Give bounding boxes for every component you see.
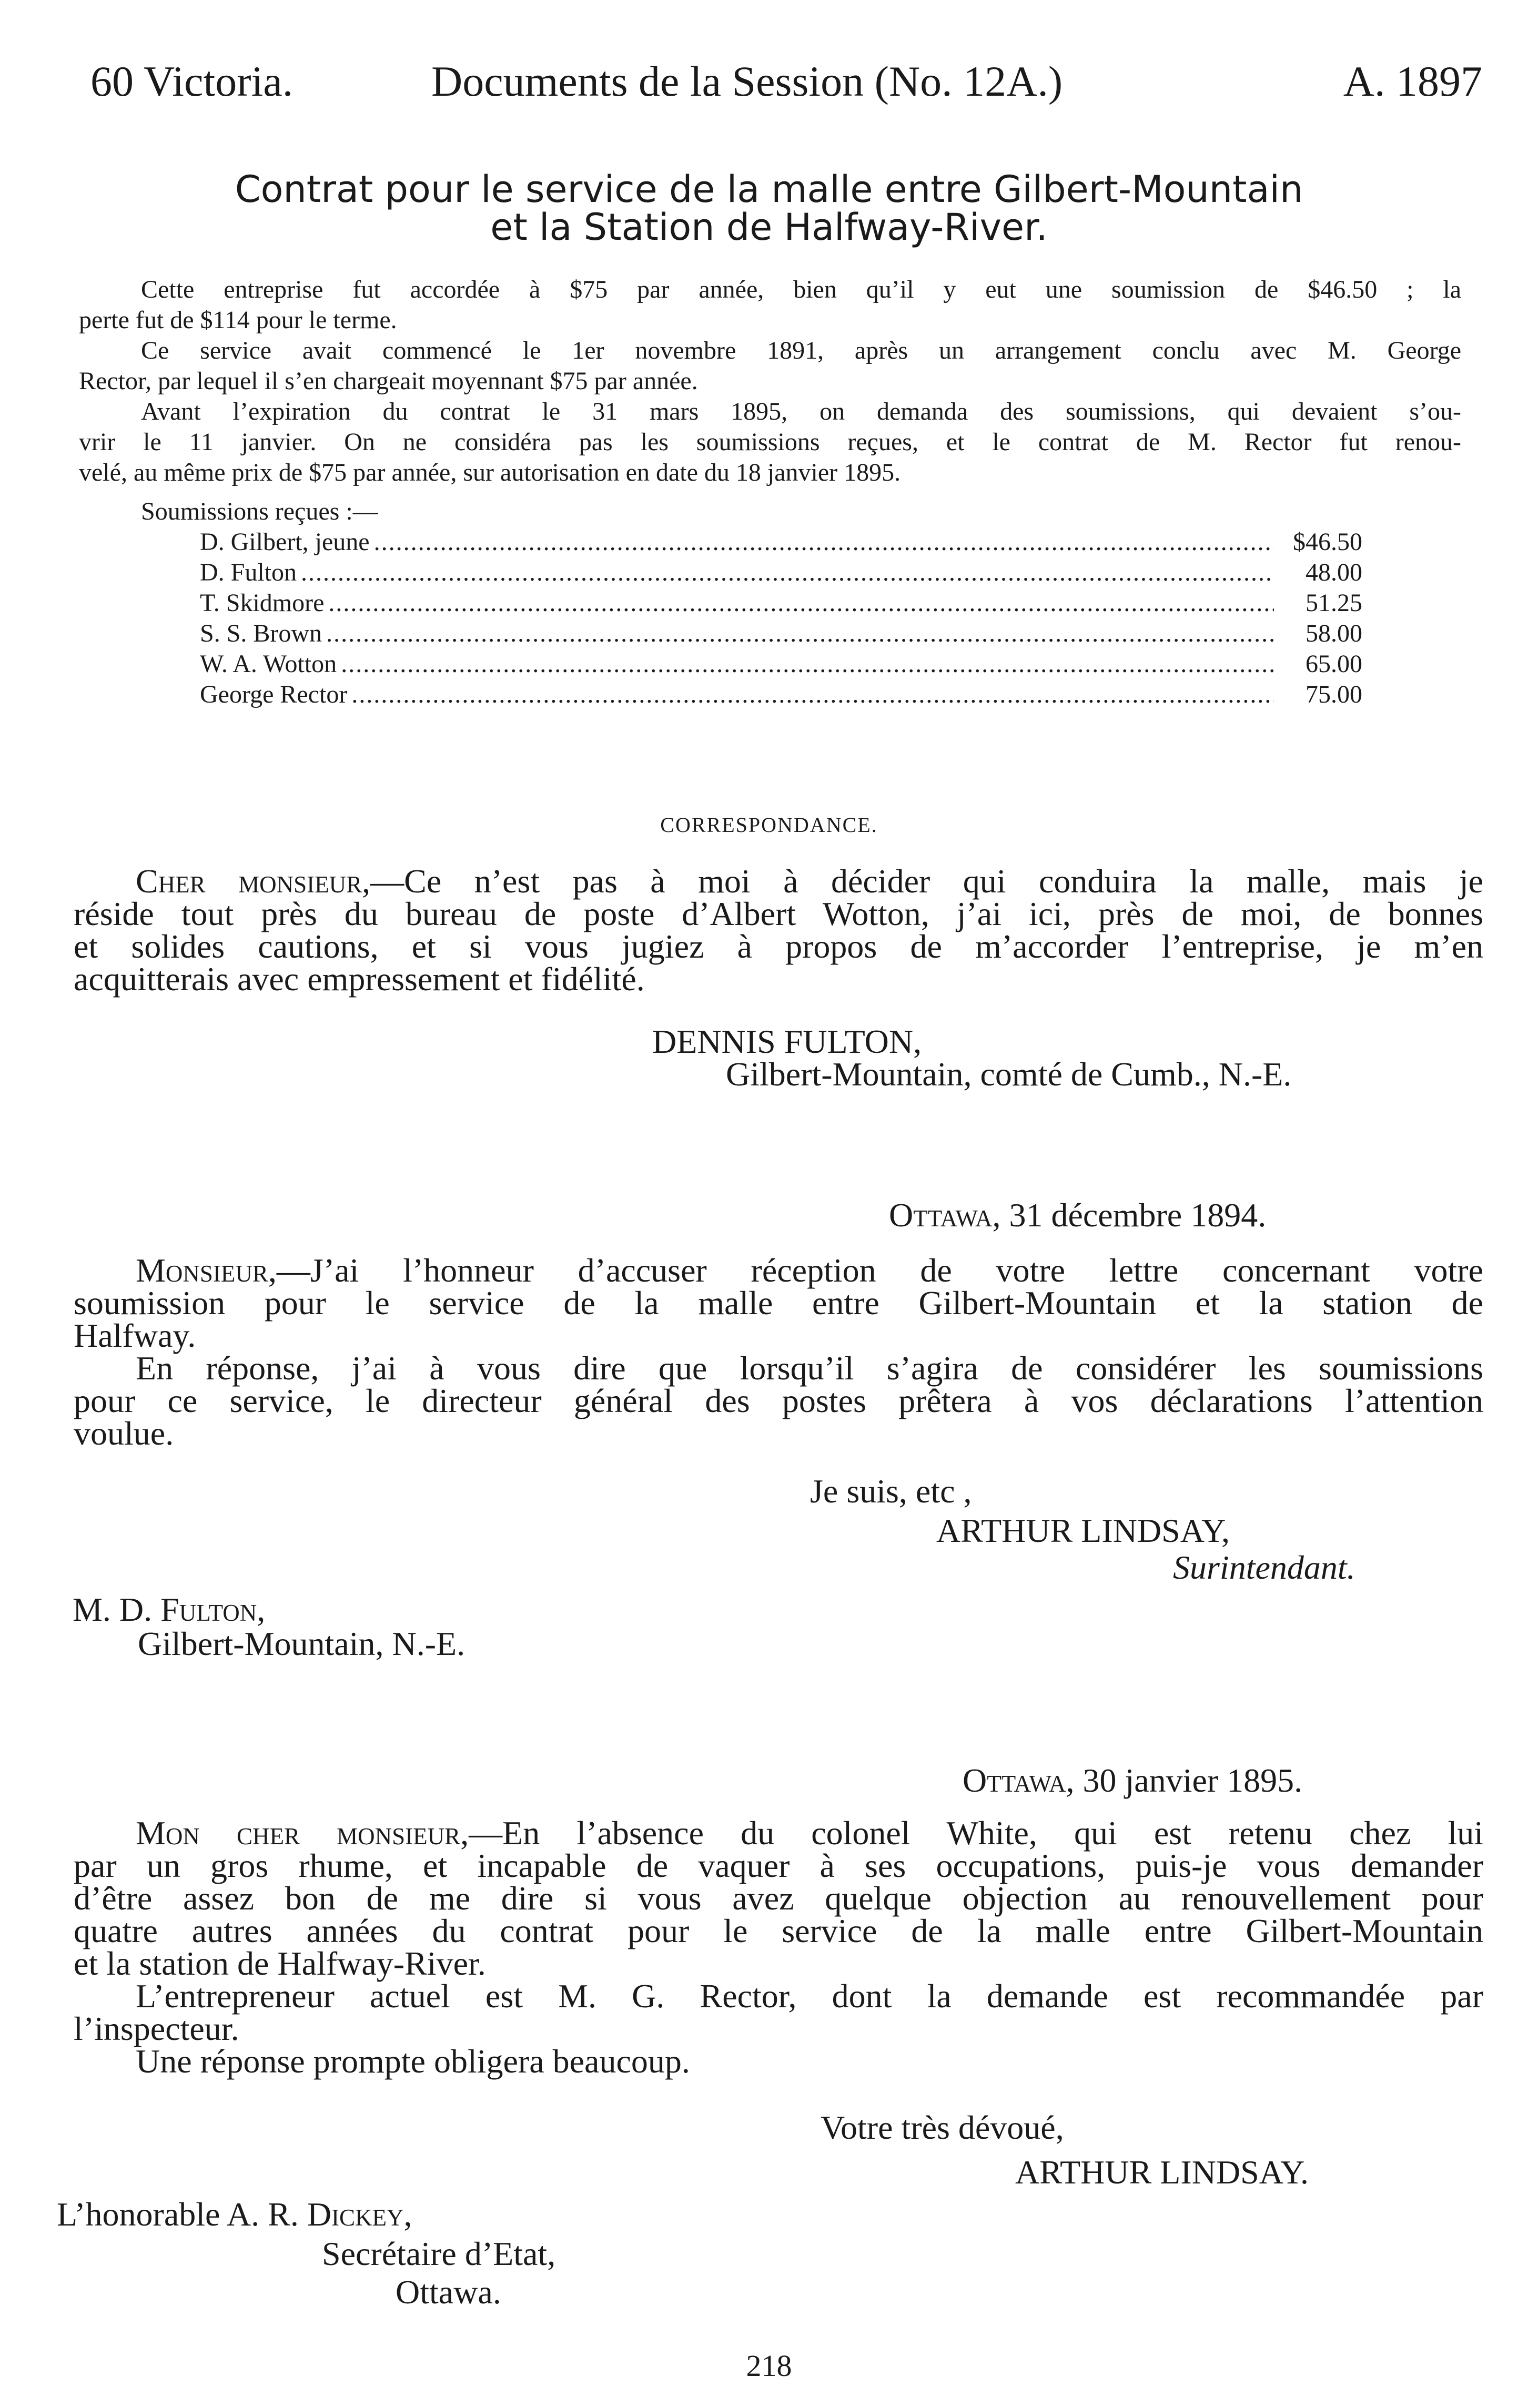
- letter-1-line-2: réside tout près du bureau de poste d’Albert Wotton, j’ai ici, près de moi, de bonnes: [74, 895, 1483, 932]
- letter-3-line-1: [74, 1814, 1484, 1852]
- letter-3-date: , 30 janvier 1895.: [1066, 1762, 1303, 1799]
- letter-3-line-8: Une réponse prompte obligera beaucoup.: [136, 2043, 690, 2080]
- leader-dots: [301, 557, 1274, 588]
- leader-dots: [326, 618, 1274, 649]
- letter-3-addressee-suffix: ,: [403, 2196, 412, 2233]
- letter-3-addressee-city: Ottawa.: [396, 2273, 501, 2311]
- bid-row: [200, 679, 1362, 710]
- letter-3-line-7: l’inspecteur.: [74, 2010, 239, 2047]
- bid-row: [200, 588, 1362, 618]
- letter-3-addressee-title: Secrétaire d’Etat,: [322, 2235, 556, 2272]
- intro-p1-line2: perte fut de $114 pour le terme.: [79, 306, 397, 334]
- title-line-1: Contrat pour le service de la malle entre Gilbert-Mountain: [235, 168, 1303, 211]
- letter-1-signature: DENNIS FULTON,: [652, 1023, 922, 1060]
- letter-1-line-4: acquitterais avec empressement et fidélité.: [74, 960, 645, 998]
- letter-2-addressee-name: Fulton: [160, 1591, 257, 1628]
- intro-paragraphs: [79, 275, 1461, 488]
- letter-2-line-4: En réponse, j’ai à vous dire que lorsqu’il s’agira de considérer les soumissions: [136, 1349, 1483, 1387]
- bid-amount: 51.25: [1306, 589, 1362, 617]
- header-session-documents: Documents de la Session (No. 12A.): [431, 57, 1063, 105]
- letter-2-salutation: Monsieur,: [136, 1252, 277, 1289]
- leader-dots: [341, 649, 1274, 679]
- letter-3-line-3: d’être assez bon de me dire si vous avez quelque objection au renouvellement pour: [74, 1879, 1483, 1917]
- letter-3-closing: Votre très dévoué,: [821, 2109, 1064, 2146]
- bid-amount: 48.00: [1306, 558, 1362, 586]
- letter-2-date: , 31 décembre 1894.: [992, 1196, 1267, 1234]
- leader-dots: [351, 679, 1274, 710]
- letter-1-salutation: Cher monsieur,: [136, 862, 371, 900]
- letter-3-body: [74, 1814, 1484, 2080]
- letter-2-line-5: pour ce service, le directeur général des postes prêtera à vos déclarations l’attention: [74, 1382, 1483, 1419]
- title-line-2: et la Station de Halfway-River.: [490, 206, 1048, 249]
- letter-2-addressee-place: Gilbert-Mountain, N.-E.: [138, 1625, 466, 1662]
- bid-name: D. Gilbert, jeune: [200, 528, 370, 556]
- intro-p3-line2: vrir le 11 janvier. On ne considéra pas les soumissions reçues, et le contrat de M. Rector fut renou-: [79, 428, 1461, 456]
- page-number: 218: [746, 2349, 792, 2383]
- intro-p2-line2: Rector, par lequel il s’en chargeait moyennant $75 par année.: [79, 367, 698, 395]
- letter-2-addressee-suffix: ,: [257, 1591, 266, 1628]
- letter-2-city: Ottawa: [889, 1196, 993, 1234]
- letter-2-signatory-title: Surintendant.: [1173, 1549, 1355, 1586]
- letter-2-closing: Je suis, etc ,: [810, 1472, 972, 1510]
- header-year: A. 1897: [1343, 57, 1482, 105]
- bid-row: [200, 557, 1362, 588]
- letter-2-line-3: Halfway.: [74, 1317, 196, 1354]
- letter-2-line-1-text: —J’ai l’honneur d’accuser réception de votre lettre concernant votre: [276, 1252, 1483, 1289]
- bid-name: T. Skidmore: [200, 589, 325, 617]
- letter-3-addressee: [57, 2198, 412, 2231]
- letter-2-addressee-prefix: M. D.: [73, 1591, 161, 1628]
- correspondence-heading: CORRESPONDANCE.: [660, 813, 878, 837]
- letter-3-line-4: quatre autres années du contrat pour le service de la malle entre Gilbert-Mountain: [74, 1912, 1483, 1949]
- bid-row: [200, 649, 1362, 679]
- letter-1-line-1-text: —Ce n’est pas à moi à décider qui conduira la malle, mais je: [370, 862, 1483, 900]
- intro-p1-line1: Cette entreprise fut accordée à $75 par année, bien qu’il y eut une soumission de $46.50 ; la: [141, 276, 1461, 303]
- letter-1-body: [74, 862, 1483, 998]
- letter-2-body: [74, 1254, 1483, 1450]
- letter-1-line-1: [74, 862, 1483, 900]
- letter-3-addressee-name: Dickey: [307, 2196, 404, 2233]
- letter-2-signature: ARTHUR LINDSAY,: [936, 1512, 1230, 1549]
- bid-row: [200, 527, 1362, 557]
- letter-3-city: Ottawa: [963, 1762, 1066, 1799]
- bid-amount: 58.00: [1306, 619, 1362, 647]
- letter-2-addressee: [73, 1593, 265, 1626]
- letter-2-line-6: voulue.: [74, 1415, 174, 1452]
- intro-p2-line1: Ce service avait commencé le 1er novembre 1891, après un arrangement conclu avec M. George: [141, 337, 1461, 364]
- header-volume: 60 Victoria.: [90, 57, 294, 105]
- letter-3-signature: ARTHUR LINDSAY.: [1015, 2153, 1309, 2191]
- bid-name: D. Fulton: [200, 558, 297, 586]
- bids-heading: Soumissions reçues :—: [141, 497, 378, 525]
- letter-2-dateline: [889, 1196, 1267, 1234]
- letter-3-salutation: Mon cher monsieur,: [136, 1814, 469, 1852]
- bid-amount: $46.50: [1293, 528, 1362, 556]
- letter-3-line-5: et la station de Halfway-River.: [74, 1945, 486, 1982]
- letter-1-line-3: et solides cautions, et si vous jugiez à propos de m’accorder l’entreprise, je m’en: [74, 928, 1483, 965]
- letter-3-line-6: L’entrepreneur actuel est M. G. Rector, dont la demande est recommandée par: [136, 1977, 1483, 2015]
- bid-amount: 75.00: [1306, 680, 1362, 708]
- bid-name: George Rector: [200, 680, 348, 708]
- letter-2-line-2: soumission pour le service de la malle entre Gilbert-Mountain et la station de: [74, 1284, 1483, 1322]
- letter-3-line-1-text: —En l’absence du colonel White, qui est retenu chez lui: [469, 1814, 1484, 1852]
- letter-3-addressee-prefix: L’honorable A. R.: [57, 2196, 307, 2233]
- leader-dots: [374, 527, 1274, 557]
- bid-name: S. S. Brown: [200, 619, 322, 647]
- intro-p3-line3: velé, au même prix de $75 par année, sur autorisation en date du 18 janvier 1895.: [79, 459, 901, 486]
- letter-2-line-1: [74, 1254, 1483, 1287]
- bid-amount: 65.00: [1306, 650, 1362, 678]
- bid-row: [200, 618, 1362, 649]
- intro-p3-line1: Avant l’expiration du contrat le 31 mars 1895, on demanda des soumissions, qui devaient s’ou-: [141, 398, 1461, 425]
- bid-name: W. A. Wotton: [200, 650, 337, 678]
- leader-dots: [328, 588, 1274, 618]
- letter-3-line-2: par un gros rhume, et incapable de vaquer à ses occupations, puis-je vous demander: [74, 1847, 1483, 1884]
- letter-3-dateline: [963, 1764, 1302, 1797]
- letter-1-place: Gilbert-Mountain, comté de Cumb., N.-E.: [726, 1055, 1292, 1093]
